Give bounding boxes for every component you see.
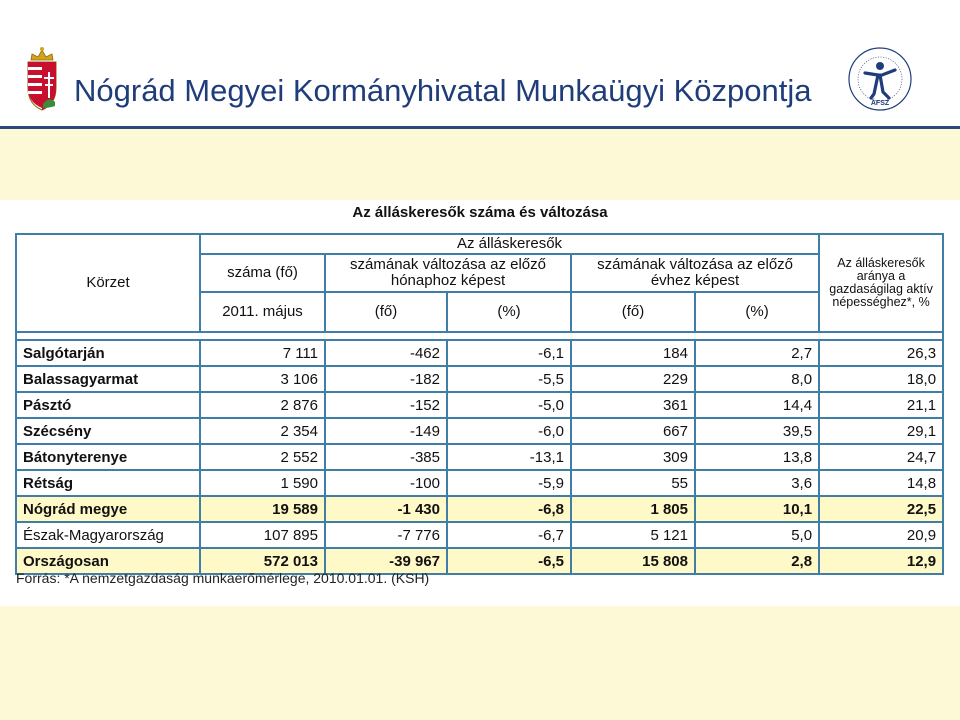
district-name: Szécsény [16,418,200,444]
table-row [16,392,943,418]
header-change-month: számának változása az előző hónaphoz képest [325,254,571,292]
cell-ratio: 21,1 [819,392,943,418]
cell-year-pct: 2,7 [695,340,819,366]
district-name: Bátonyterenye [16,444,200,470]
cell-ratio: 20,9 [819,522,943,548]
cell-year-fo: 15 808 [571,548,695,574]
cell-ratio: 29,1 [819,418,943,444]
cell-year-pct: 8,0 [695,366,819,392]
table-row [16,470,943,496]
cell-count: 2 552 [200,444,325,470]
cell-year-fo: 184 [571,340,695,366]
table-row [16,366,943,392]
header-date: 2011. május [200,292,325,332]
region-row [16,522,943,548]
cell-count: 572 013 [200,548,325,574]
cell-month-pct: -6,7 [447,522,571,548]
cell-count: 107 895 [200,522,325,548]
cell-month-pct: -5,5 [447,366,571,392]
cell-month-pct: -5,0 [447,392,571,418]
cell-ratio: 18,0 [819,366,943,392]
cell-month-fo: -39 967 [325,548,447,574]
cell-month-fo: -149 [325,418,447,444]
cell-year-pct: 5,0 [695,522,819,548]
header-bar [0,0,960,128]
national-name: Országosan [16,548,200,574]
cell-month-fo: -100 [325,470,447,496]
cell-count: 1 590 [200,470,325,496]
cell-count: 7 111 [200,340,325,366]
cell-month-pct: -5,9 [447,470,571,496]
cell-month-pct: -6,5 [447,548,571,574]
table-row [16,444,943,470]
cell-year-pct: 3,6 [695,470,819,496]
cell-month-pct: -6,8 [447,496,571,522]
table-row [16,340,943,366]
header-change-year: számának változása az előző évhez képest [571,254,819,292]
cell-year-fo: 229 [571,366,695,392]
cell-month-fo: -385 [325,444,447,470]
region-name: Észak-Magyarország [16,522,200,548]
cell-count: 2 354 [200,418,325,444]
cell-year-pct: 2,8 [695,548,819,574]
district-name: Balassagyarmat [16,366,200,392]
cell-year-pct: 10,1 [695,496,819,522]
jobseekers-table [15,233,944,575]
cell-year-fo: 309 [571,444,695,470]
slide-title: Nógrád Megyei Kormányhivatal Munkaügyi Központja [74,73,812,108]
cell-year-pct: 14,4 [695,392,819,418]
cell-count: 19 589 [200,496,325,522]
table-row [16,418,943,444]
header-divider [0,126,960,129]
header-district: Körzet [16,234,200,332]
cell-month-fo: -1 430 [325,496,447,522]
header-unit-fo-year: (fő) [571,292,695,332]
header-count: száma (fő) [200,254,325,292]
cell-count: 2 876 [200,392,325,418]
county-name: Nógrád megye [16,496,200,522]
cell-year-fo: 361 [571,392,695,418]
cell-year-pct: 39,5 [695,418,819,444]
cell-month-fo: -152 [325,392,447,418]
header-group: Az álláskeresők [200,234,819,254]
district-name: Pásztó [16,392,200,418]
hungarian-coat-of-arms-icon [24,46,60,112]
header-unit-fo-month: (fő) [325,292,447,332]
cell-month-pct: -6,1 [447,340,571,366]
cell-month-pct: -6,0 [447,418,571,444]
cell-ratio: 24,7 [819,444,943,470]
cell-ratio: 22,5 [819,496,943,522]
cell-ratio: 12,9 [819,548,943,574]
county-total-row [16,496,943,522]
cell-month-fo: -7 776 [325,522,447,548]
header-ratio: Az álláskeresők aránya a gazdaságilag aktív népességhez*, % [819,234,943,332]
afsz-logo-text: ÁFSZ [870,100,890,107]
cell-year-fo: 1 805 [571,496,695,522]
header-unit-pct-year: (%) [695,292,819,332]
cell-year-fo: 5 121 [571,522,695,548]
cell-ratio: 14,8 [819,470,943,496]
cell-count: 3 106 [200,366,325,392]
cell-year-fo: 55 [571,470,695,496]
table-title: Az álláskeresők száma és változása [352,204,608,221]
cell-month-pct: -13,1 [447,444,571,470]
district-name: Rétság [16,470,200,496]
district-name: Salgótarján [16,340,200,366]
source-note: Forrás: *A nemzetgazdaság munkaerőmérlege, 2010.01.01. (KSH) [16,570,430,586]
cell-year-pct: 13,8 [695,444,819,470]
cell-ratio: 26,3 [819,340,943,366]
cell-month-fo: -462 [325,340,447,366]
cell-month-fo: -182 [325,366,447,392]
cell-year-fo: 667 [571,418,695,444]
afsz-logo-icon [847,46,913,112]
header-unit-pct-month: (%) [447,292,571,332]
